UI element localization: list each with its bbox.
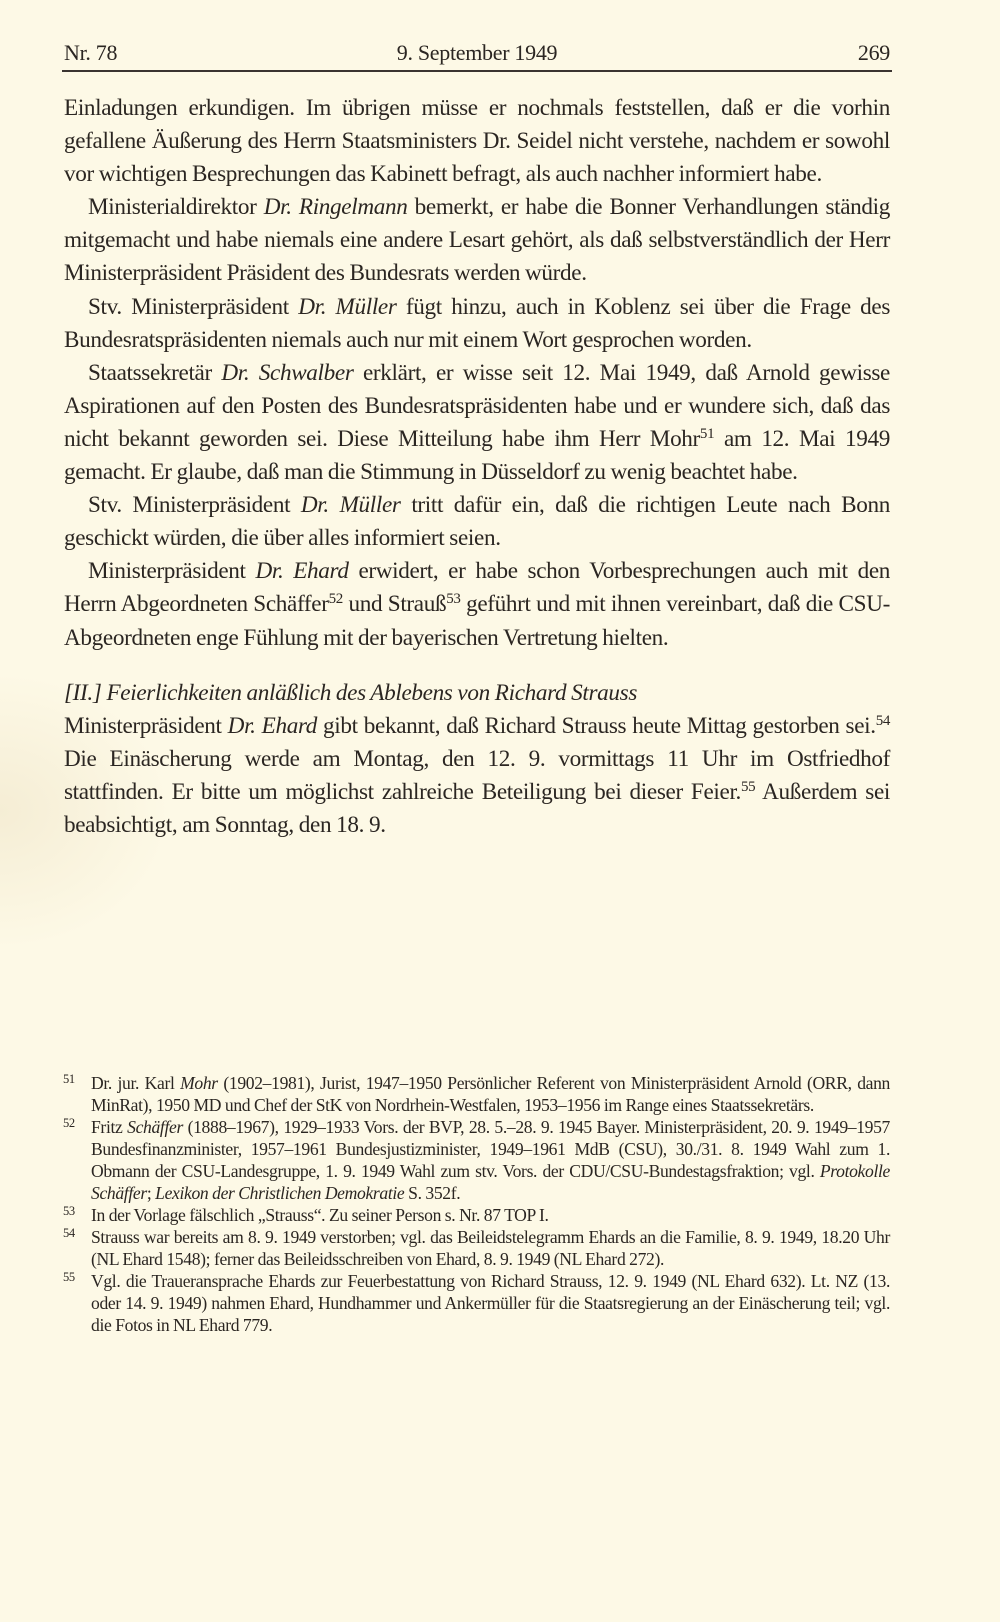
footnote-ref[interactable]: 53 <box>446 591 461 608</box>
footnote-number: 51 <box>63 1072 75 1086</box>
paragraph: Ministerpräsident Dr. Ehard gibt bekannt, daß Richard Strauss heute Mittag gestorben sei.$^{54}$ Die Einäscherung werde am Montag, den 12. 9. vormittags 11 Uhr im Ostfriedhof stattfinden. Er bitte um möglichst zahlreiche Beteiligung bei dieser Feier.$^{55}$ Außerdem sei beabsichtigt, am Sonntag, den 18. 9. <box>64 712 891 838</box>
footnote: 51 Dr. jur. Karl Mohr (1902–1981), Jurist, 1947–1950 Persönlicher Referent von Ministerpräsident Arnold (ORR, dann MinRat), 1950 MD und Chef der StK von Nordrhein-Westfalen, 1953–1956 im Range eines Staatssekretärs. <box>64 1072 890 1116</box>
footnote: 54 Strauss war bereits am 8. 9. 1949 verstorben; vgl. das Beileidstelegramm Ehards an die Familie, 8. 9. 1949, 18.20 Uhr (NL Ehard 1548); ferner das Beileidsschreiben von Ehard, 8. 9. 1949 (NL Ehard 272). <box>64 1226 890 1270</box>
footnotes <box>64 1072 890 1336</box>
speaker-name: Dr. Schwalber <box>221 359 354 386</box>
speaker-name: Dr. Müller <box>300 492 401 519</box>
document-number: Nr. 78 <box>64 40 118 65</box>
paragraph: Ministerialdirektor Dr. Ringelmann bemerkt, er habe die Bonner Verhandlungen ständig mitgemacht und habe niemals eine andere Lesart gehört, als daß selbstverständlich der Herr Ministerpräsident Präsident des Bundesrats werden würde. <box>64 194 890 287</box>
footnote-ref[interactable]: 55 <box>740 778 756 795</box>
page-number: 269 <box>857 40 890 65</box>
paragraph: Stv. Ministerpräsident Dr. Müller tritt dafür ein, daß die richtigen Leute nach Bonn geschickt würden, die über alles informiert seien. <box>64 492 890 552</box>
header-rule <box>62 70 892 72</box>
footnote-number: 52 <box>63 1116 75 1130</box>
paragraph: Einladungen erkundigen. Im übrigen müsse er nochmals feststellen, daß er die vorhin gefallene Äußerung des Herrn Staatsministers Dr. Seidel nicht verstehe, nachdem er sowohl vor wichtigen Besprechungen das Kabinett befragt, als auch nachher informiert habe. <box>64 95 890 188</box>
footnote-ref[interactable]: 54 <box>875 712 891 729</box>
speaker-name: Dr. Müller <box>298 293 397 320</box>
footnote-number: 53 <box>63 1204 75 1218</box>
speaker-name: Dr. Ringelmann <box>263 194 408 221</box>
speaker-name: Dr. Ehard <box>255 558 349 585</box>
footnote: 55 Vgl. die Traueransprache Ehards zur Feuerbestattung von Richard Strauss, 12. 9. 1949 (NL Ehard 632). Lt. NZ (13. oder 14. 9. 1949) nahmen Ehard, Hundhammer und Ankermüller für die Staatsregierung an der Einäscherung teil; vgl. die Fotos in NL Ehard 779. <box>64 1270 890 1336</box>
paragraph: Stv. Ministerpräsident Dr. Müller fügt hinzu, auch in Koblenz sei über die Frage des Bundesratspräsidenten niemals auch nur mit einem Wort gesprochen worden. <box>64 293 890 353</box>
running-head <box>64 36 890 70</box>
footnote-number: 54 <box>63 1226 75 1240</box>
body-text <box>64 92 890 842</box>
paragraph: Ministerpräsident Dr. Ehard erwidert, er habe schon Vorbesprechungen auch mit den Herrn Abgeordneten Schäffer$^{52}$ und Strauß$^{53}$ geführt und mit ihnen vereinbart, daß die CSU-Abgeordneten enge Fühlung mit der bayerischen Vertretung hielten. <box>64 558 891 651</box>
document-date: 9. September 1949 <box>396 40 558 65</box>
speaker-name: Dr. Ehard <box>227 712 318 739</box>
paragraph: Staatssekretär Dr. Schwalber erklärt, er wisse seit 12. Mai 1949, daß Arnold gewisse Aspirationen auf den Posten des Bundesratspräsidenten habe und er wundere sich, daß das nicht bekannt geworden sei. Diese Mitteilung habe ihm Herr Mohr$^{51}$ am 12. Mai 1949 gemacht. Er glaube, daß man die Stimmung in Düsseldorf zu wenig beachtet habe. <box>64 359 890 486</box>
footnote-ref[interactable]: 52 <box>328 591 343 608</box>
footnote: 52 Fritz Schäffer (1888–1967), 1929–1933 Vors. der BVP, 28. 5.–28. 9. 1945 Bayer. Ministerpräsident, 20. 9. 1949–1957 Bundesfinanzminister, 1957–1961 Bundesjustizminister, 1949–1961 MdB (CSU), 30./31. 8. 1949 Wahl zum 1. Obmann der CSU-Landesgruppe, 1. 9. 1949 Wahl zum stv. Vors. der CDU/CSU-Bundestagsfraktion; vgl. Protokolle Schäffer; Lexikon der Christlichen Demokratie S. 352f. <box>64 1116 890 1204</box>
footnote-ref[interactable]: 51 <box>699 425 715 442</box>
footnote-number: 55 <box>63 1270 75 1284</box>
section-heading: [II.] Feierlichkeiten anläßlich des Ablebens von Richard Strauss <box>64 679 637 706</box>
footnote: 53 In der Vorlage fälschlich „Strauss“. Zu seiner Person s. Nr. 87 TOP I. <box>64 1204 890 1226</box>
